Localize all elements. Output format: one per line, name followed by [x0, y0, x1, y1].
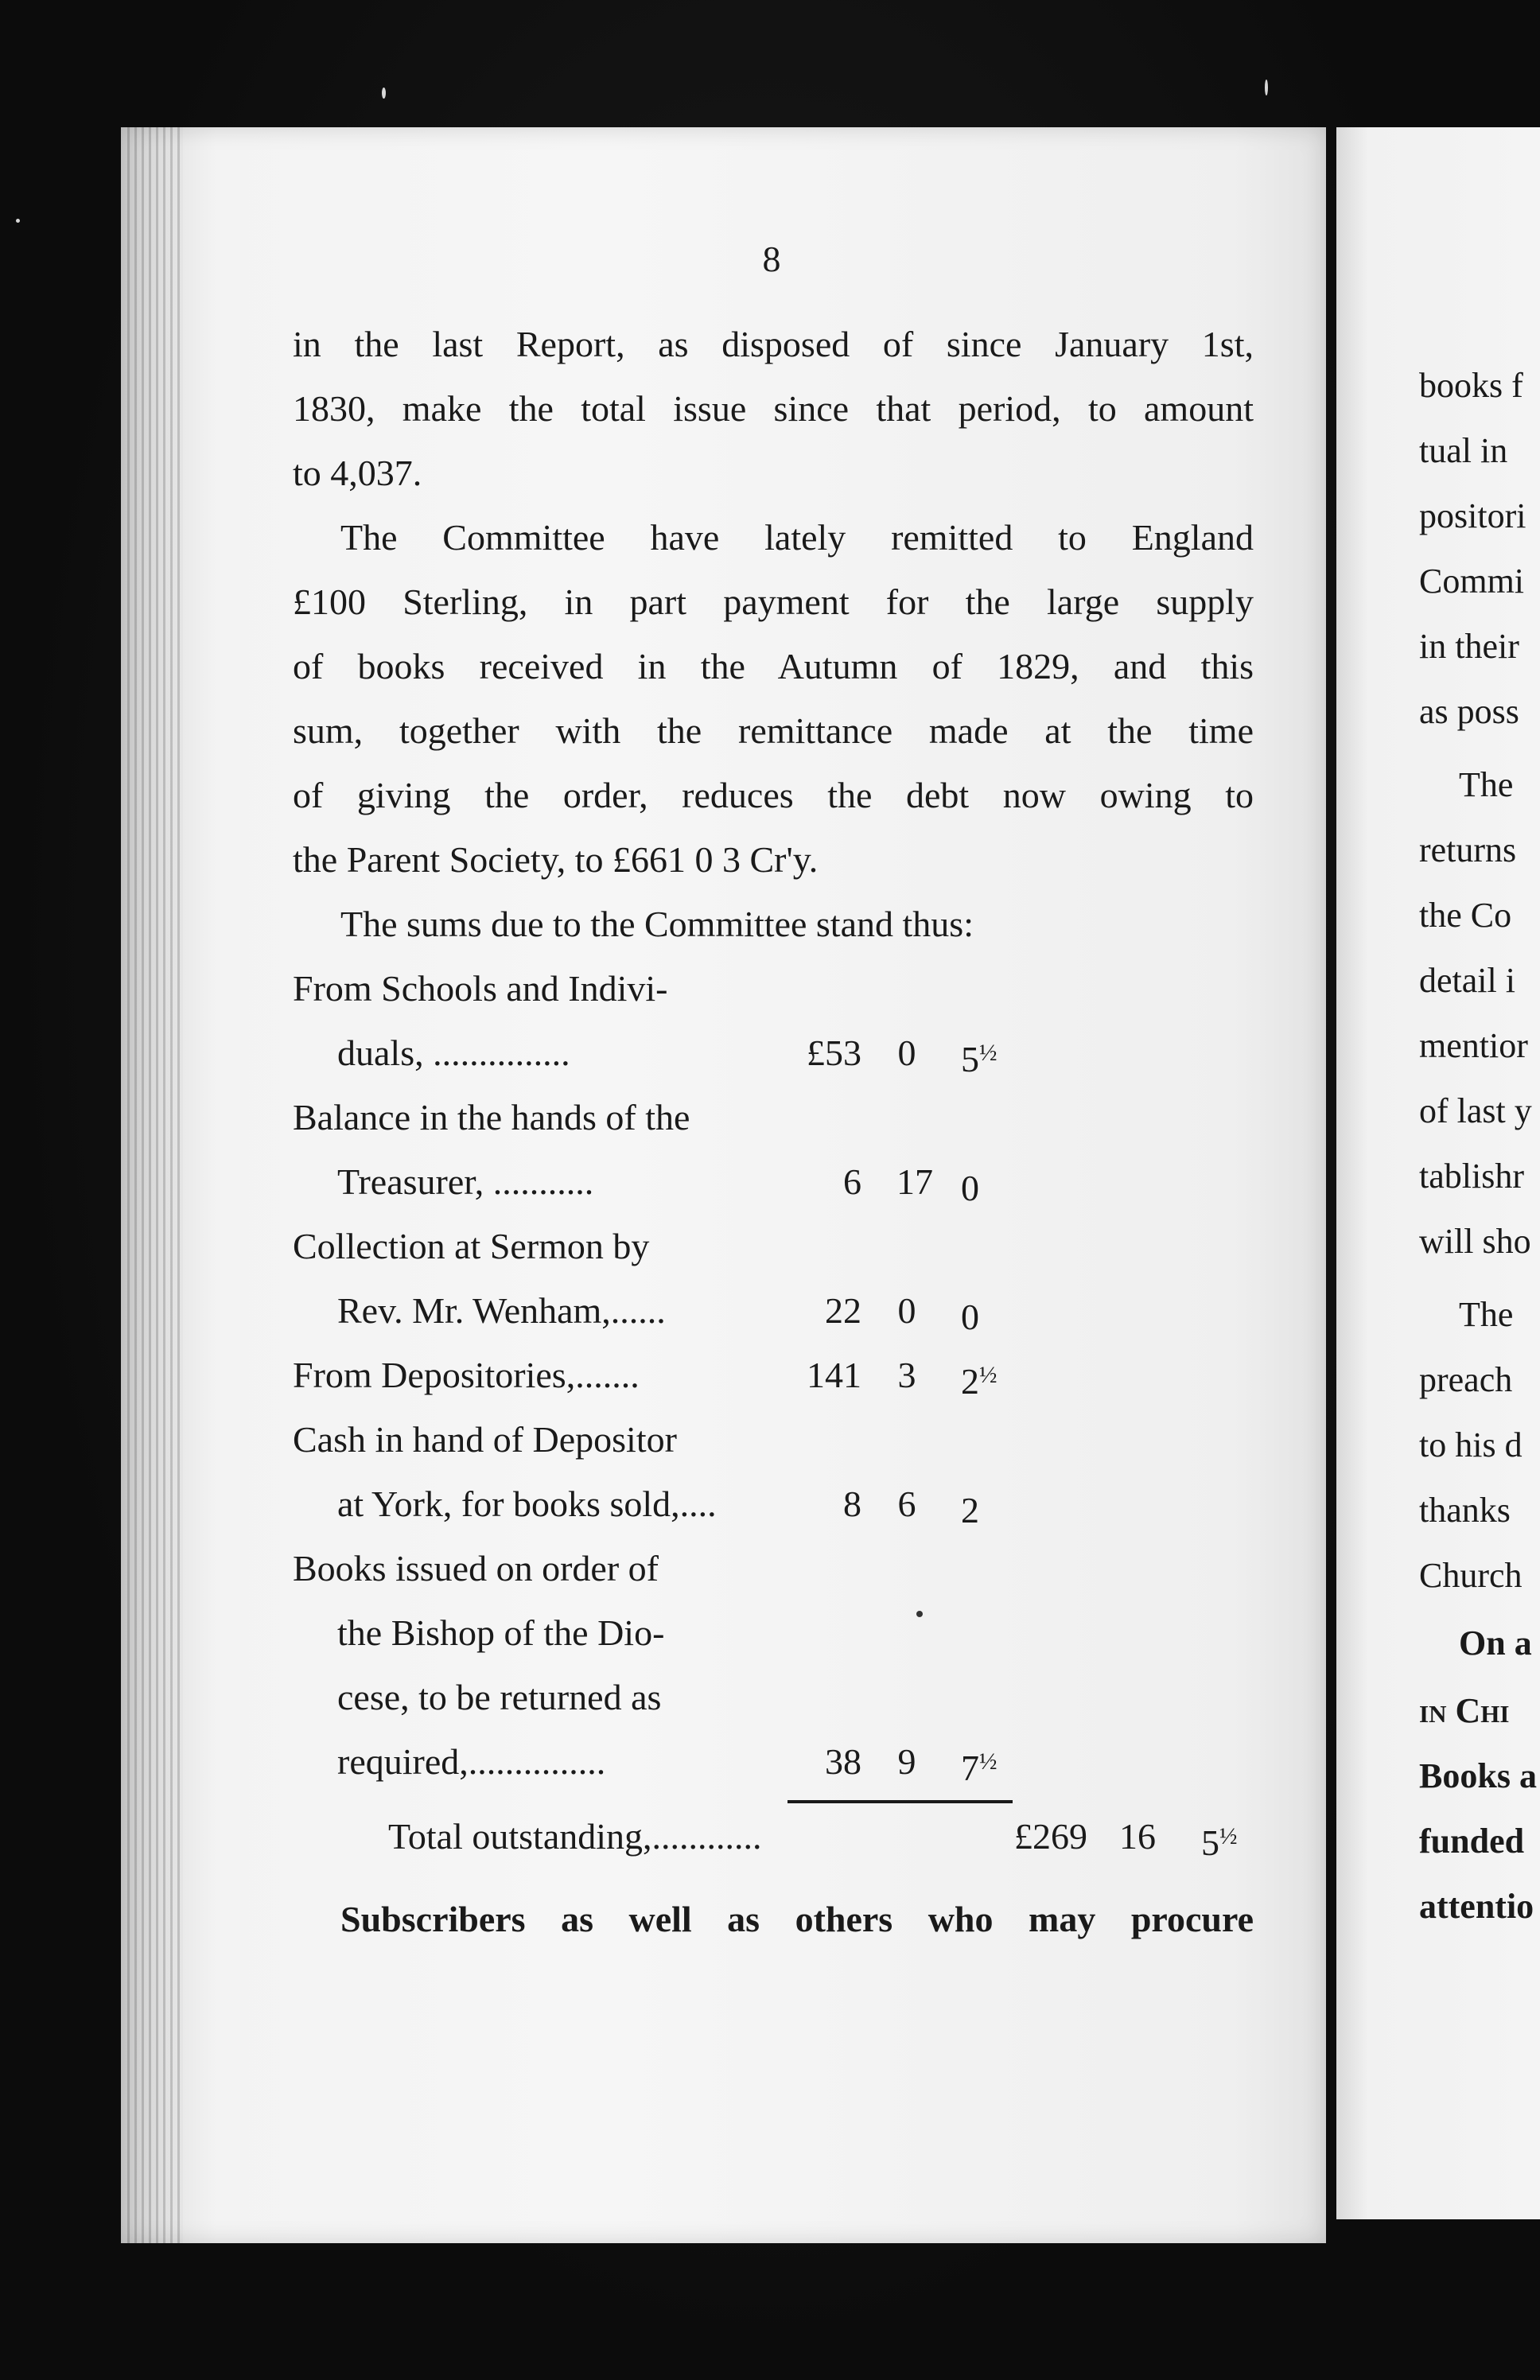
body-line: to 4,037. — [293, 453, 422, 493]
page-binding-edge — [127, 127, 183, 2243]
ledger-label: cese, to be returned as — [337, 1677, 662, 1717]
facing-line: positori — [1419, 496, 1526, 535]
facing-line: The — [1459, 1295, 1514, 1334]
total-label: Total outstanding,............ — [388, 1816, 762, 1857]
ledger-pounds: 38 — [825, 1741, 861, 1782]
ledger-shillings: 6 — [897, 1484, 916, 1524]
body-line: The Committee have lately remitted to England — [340, 517, 1254, 558]
facing-line: of last y — [1419, 1091, 1532, 1130]
body-line: 1830, make the total issue since that period, to amount — [293, 388, 1254, 429]
facing-line: to his d — [1419, 1425, 1522, 1464]
sum-rule — [788, 1800, 1013, 1803]
sums-heading: The sums due to the Committee stand thus: — [340, 904, 974, 944]
ledger-shillings: 17 — [896, 1161, 933, 1202]
facing-line: On a — [1459, 1624, 1532, 1662]
ledger-label: the Bishop of the Dio- — [337, 1612, 665, 1653]
ledger-pence: $2^{\frac{1}{2}}$ — [961, 1361, 998, 1402]
scan-speck — [382, 88, 386, 99]
facing-line: preach — [1419, 1360, 1513, 1399]
ledger-shillings: 3 — [897, 1355, 916, 1395]
facing-line: in their — [1419, 627, 1519, 666]
total-shillings: 16 — [1119, 1816, 1156, 1857]
ledger-pence: $5^{\frac{1}{2}}$ — [961, 1039, 998, 1079]
ledger-pence: 0 — [961, 1297, 979, 1337]
ledger-pounds: 6 — [843, 1161, 861, 1202]
scan-speck — [16, 219, 20, 223]
facing-line: Church — [1419, 1556, 1522, 1595]
ledger-label: Cash in hand of Depositor — [293, 1419, 677, 1460]
body-line: in the last Report, as disposed of since January 1st, — [293, 324, 1254, 364]
ledger-shillings: 0 — [897, 1032, 916, 1073]
facing-line: Commi — [1419, 562, 1525, 601]
ledger-shillings: 0 — [897, 1290, 916, 1331]
facing-line: returns — [1419, 830, 1517, 869]
ledger-label: Balance in the hands of the — [293, 1097, 690, 1138]
ledger-label: Rev. Mr. Wenham,...... — [337, 1290, 666, 1331]
ledger-label: duals, ............... — [337, 1032, 570, 1073]
total-pounds: £269 — [1014, 1816, 1087, 1857]
facing-line: mentior — [1419, 1026, 1528, 1065]
ledger-label: Treasurer, ........... — [337, 1161, 594, 1202]
ledger-pence: $7^{\frac{1}{2}}$ — [961, 1748, 998, 1788]
body-line: of giving the order, reduces the debt now owing to — [293, 775, 1254, 815]
facing-line: books f — [1419, 366, 1523, 405]
facing-line: thanks — [1419, 1491, 1511, 1530]
ledger-label: From Schools and Indivi- — [293, 968, 668, 1009]
body-line: of books received in the Autumn of 1829, and this — [293, 646, 1254, 686]
ledger-label: Collection at Sermon by — [293, 1226, 650, 1266]
ledger-label: required,............... — [337, 1741, 606, 1782]
ledger-label: From Depositories,....... — [293, 1355, 640, 1395]
body-line: the Parent Society, to £661 0 3 Cr'y. — [293, 839, 819, 880]
ledger-pounds: 22 — [825, 1290, 861, 1331]
facing-line: tual in — [1419, 431, 1508, 470]
ledger-label: at York, for books sold,.... — [337, 1484, 717, 1524]
ink-speck — [916, 1611, 923, 1617]
facing-line: detail i — [1419, 961, 1515, 1000]
body-line: £100 Sterling, in part payment for the large supply — [293, 581, 1254, 622]
facing-line: The — [1459, 765, 1514, 804]
ledger-pence: 2 — [961, 1490, 979, 1530]
ledger-pounds: 141 — [807, 1355, 861, 1395]
body-line: sum, together with the remittance made at the time — [293, 710, 1254, 751]
facing-line: will sho — [1419, 1222, 1531, 1261]
ledger-shillings: 9 — [897, 1741, 916, 1782]
closing-line: Subscribers as well as others who may procure — [340, 1899, 1254, 1939]
facing-line: Books a — [1419, 1756, 1537, 1795]
ledger-pounds: 8 — [843, 1484, 861, 1524]
page-number: 8 — [762, 239, 781, 279]
facing-line: in Chi — [1419, 1691, 1510, 1730]
facing-line: attentio — [1419, 1887, 1534, 1926]
total-pence: $5^{\frac{1}{2}}$ — [1201, 1822, 1238, 1863]
ledger-pounds: £53 — [807, 1032, 861, 1073]
facing-line: the Co — [1419, 896, 1512, 935]
ledger-label: Books issued on order of — [293, 1548, 659, 1589]
facing-line: funded — [1419, 1822, 1525, 1861]
scan-speck — [1265, 80, 1268, 95]
ledger-pence: 0 — [961, 1168, 979, 1208]
facing-line: tablishr — [1419, 1157, 1524, 1196]
facing-line: as poss — [1419, 692, 1519, 731]
